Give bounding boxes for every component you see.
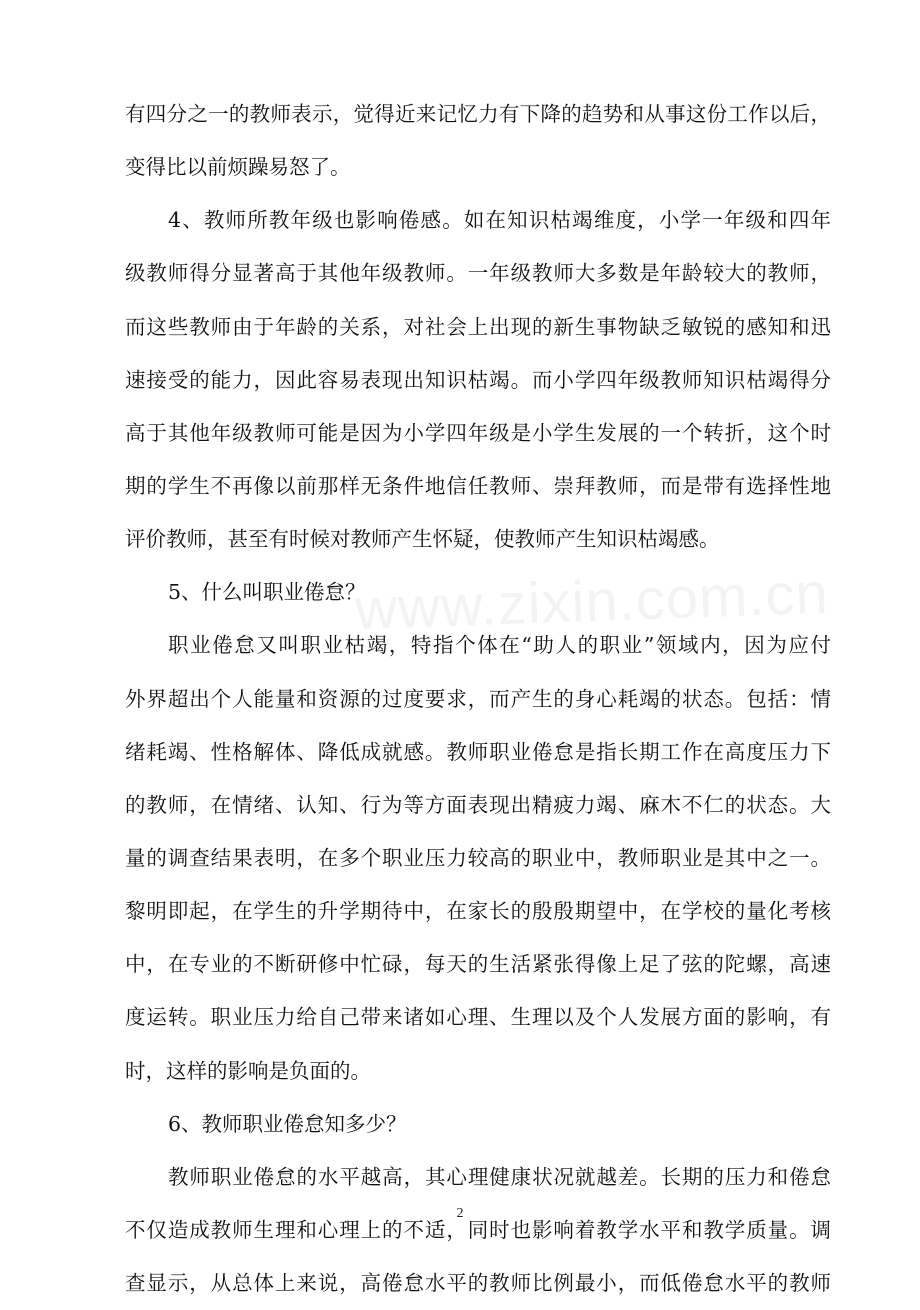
text-line: 绪耗竭、性格解体、降低成就感。教师职业倦怠是指长期工作在高度压力下 bbox=[125, 739, 831, 764]
paragraph-start-line: 职业倦怠又叫职业枯竭，特指个体在“助人的职业”领域内，因为应付 bbox=[168, 633, 831, 658]
text-line: 期的学生不再像以前那样无条件地信任教师、崇拜教师，而是带有选择性地 bbox=[125, 473, 831, 498]
text-line: 外界超出个人能量和资源的过度要求，而产生的身心耗竭的状态。包括：情 bbox=[125, 686, 831, 711]
text-line: 速接受的能力，因此容易表现出知识枯竭。而小学四年级教师知识枯竭得分 bbox=[125, 367, 831, 392]
text-line: 中，在专业的不断研修中忙碌，每天的生活紧张得像上足了弦的陀螺，高速 bbox=[125, 952, 831, 977]
watermark-text: www.zixin.com.cn bbox=[354, 560, 830, 643]
body-text bbox=[125, 88, 831, 1310]
page-number: 2 bbox=[456, 1206, 464, 1221]
text-line: 不仅造成教师生理和心理上的不适，同时也影响着教学水平和教学质量。调 bbox=[125, 1217, 831, 1242]
section-heading: 6、教师职业倦怠知多少？ bbox=[168, 1111, 407, 1136]
section-heading: 5、什么叫职业倦怠？ bbox=[168, 580, 366, 605]
text-line: 评价教师，甚至有时候对教师产生怀疑，使教师产生知识枯竭感。 bbox=[125, 527, 720, 552]
text-line: 而这些教师由于年龄的关系，对社会上出现的新生事物缺乏敏锐的感知和迅 bbox=[125, 314, 831, 339]
text-line: 的教师，在情绪、认知、行为等方面表现出精疲力竭、麻木不仁的状态。大 bbox=[125, 792, 831, 817]
paragraph-start-line: 4、教师所教年级也影响倦感。如在知识枯竭维度，小学一年级和四年 bbox=[168, 208, 831, 233]
text-line: 量的调查结果表明，在多个职业压力较高的职业中，教师职业是其中之一。 bbox=[125, 845, 831, 870]
text-line: 黎明即起，在学生的升学期待中，在家长的殷殷期望中，在学校的量化考核 bbox=[125, 899, 831, 924]
text-line: 有四分之一的教师表示，觉得近来记忆力有下降的趋势和从事这份工作以后， bbox=[125, 102, 831, 126]
text-line: 时，这样的影响是负面的。 bbox=[125, 1058, 371, 1083]
paragraph-start-line: 教师职业倦怠的水平越高，其心理健康状况就越差。长期的压力和倦怠 bbox=[168, 1164, 831, 1189]
text-line: 查显示，从总体上来说，高倦怠水平的教师比例最小，而低倦怠水平的教师 bbox=[125, 1271, 831, 1296]
text-line: 级教师得分显著高于其他年级教师。一年级教师大多数是年龄较大的教师， bbox=[125, 261, 831, 286]
text-line: 度运转。职业压力给自己带来诸如心理、生理以及个人发展方面的影响，有 bbox=[125, 1005, 831, 1030]
text-line: 高于其他年级教师可能是因为小学四年级是小学生发展的一个转折，这个时 bbox=[125, 420, 831, 445]
text-line: 变得比以前烦躁易怒了。 bbox=[125, 155, 351, 180]
